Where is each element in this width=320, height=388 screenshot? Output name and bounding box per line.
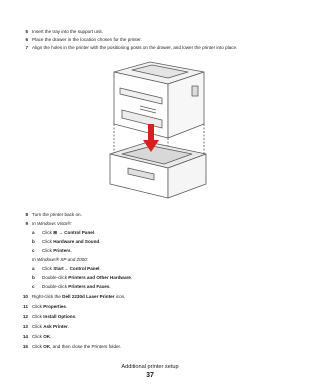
substep-letter: a [32, 230, 35, 235]
substep-xp-b: b Double-click Printers and Other Hardware. [32, 275, 133, 280]
step-number: 7 [25, 45, 28, 50]
step-number: 13 [22, 324, 28, 329]
step-text: In Windows Vista®: [32, 221, 72, 226]
ui-path: Printers and Faxes [68, 284, 110, 289]
step-text: Click [32, 334, 44, 339]
step-text: Click [32, 314, 44, 319]
substep-text: Click [42, 266, 54, 271]
substep-letter: a [32, 266, 35, 271]
ui-path: Ask Printer [43, 324, 68, 329]
ui-path: Printers and Other Hardware [68, 275, 131, 280]
step-text: Click [32, 324, 44, 329]
substep-letter: b [32, 239, 35, 244]
step-text: Right-click the [32, 294, 63, 299]
substep-letter: b [32, 275, 35, 280]
step-number: 6 [25, 37, 28, 42]
substep-text: Double-click [42, 284, 69, 289]
step-text: Insert the tray into the support unit. [32, 29, 103, 34]
substep-vista-a: a Click ⊞ → Control Panel. [32, 230, 96, 235]
step-number: 5 [25, 29, 28, 34]
substep-text: Click [42, 239, 54, 244]
substep-vista-b: b Click Hardware and Sound. [32, 239, 101, 244]
ui-path: Printers [53, 248, 71, 253]
manual-page: 5 Insert the tray into the support unit. 6 Place the drawer in the location chosen for the printer. 7 Align the holes in the printer with the positioning posts on the drawer, and lower the printer into place. 8 Turn the printer back on. 9 In Windows Vista®: a Click ⊞ → Control Panel. b Click Hardware and Sound. c Click Printers. In Windows® XP and 2000: a Click Start→ Control Panel. b Double-click Printers and Other Hardware. c Double-click Printers and Faxes. 10 Right-click the Dell 2230d Laser Printer icon. 11 Click Properties. 12 Click Install Options. 13 Click Ask Printer. 14 Click OK. 15 Click OK, and then close the Printers folder. Additional printer setup 37 [0, 0, 300, 388]
ui-path: ⊞ → Control Panel [53, 230, 95, 235]
step-number: 8 [25, 212, 28, 217]
ui-path: Start→ Control Panel [53, 266, 100, 271]
xp-heading: In Windows® XP and 2000: [32, 257, 89, 262]
substep-text: Click [42, 230, 54, 235]
step-number: 14 [22, 334, 28, 339]
footer-section-title: Additional printer setup [121, 364, 179, 370]
ui-path: OK [43, 334, 51, 339]
step-number: 9 [25, 221, 28, 226]
ui-path: OK [43, 344, 51, 349]
ui-path: Properties [43, 304, 66, 309]
step-text: Place the drawer in the location chosen for the printer. [32, 37, 142, 42]
printer-drawer-illustration [92, 58, 220, 208]
substep-xp-c: c Double-click Printers and Faxes. [32, 284, 111, 289]
substep-text: Double-click [42, 275, 69, 280]
step-text: Turn the printer back on. [32, 212, 82, 217]
step-text: Click [32, 304, 44, 309]
step-number: 10 [22, 294, 28, 299]
step-number: 15 [22, 344, 28, 349]
substep-text: Click [42, 248, 54, 253]
ui-path: Install Options [43, 314, 76, 319]
step-text: Click [32, 344, 44, 349]
footer-page-number: 37 [146, 372, 154, 379]
ui-path: Hardware and Sound [53, 239, 100, 244]
substep-vista-c: c Click Printers. [32, 248, 72, 253]
ui-path: Dell 2230d Laser Printer [62, 294, 115, 299]
step-text: Align the holes in the printer with the positioning posts on the drawer, and lower the printer into place. [32, 45, 238, 50]
step-number: 11 [23, 304, 28, 309]
substep-xp-a: a Click Start→ Control Panel. [32, 266, 101, 271]
substep-letter: c [32, 248, 35, 253]
step-number: 12 [22, 314, 28, 319]
substep-letter: c [32, 284, 35, 289]
